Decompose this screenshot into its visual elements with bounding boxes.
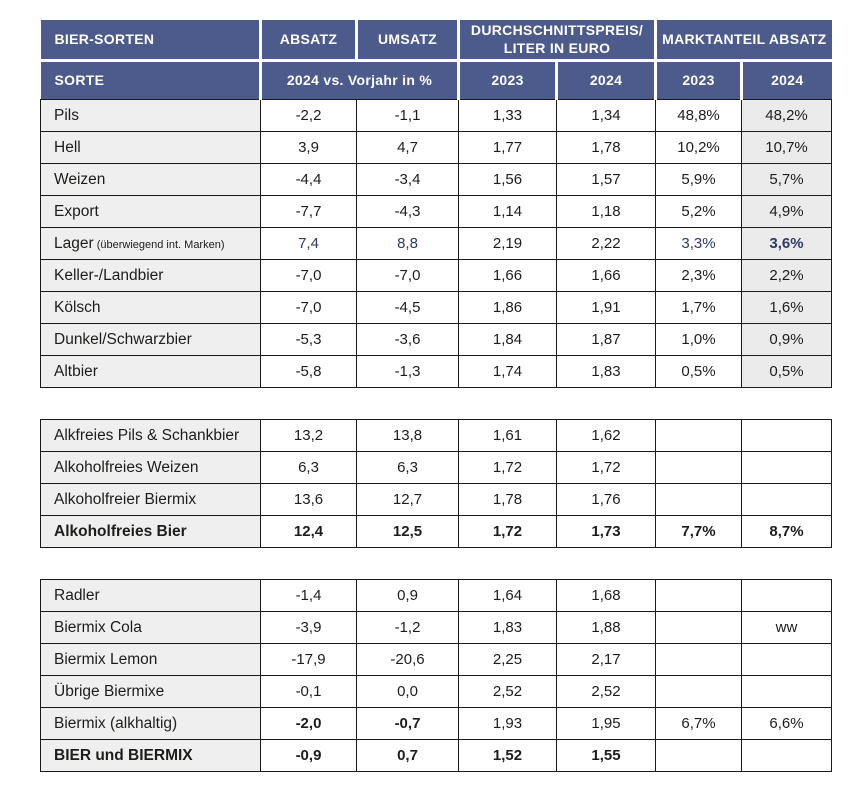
cell-price-2024: 1,76 [557,484,656,516]
cell-price-2023: 1,52 [459,740,557,772]
cell-share-2024: 8,7% [742,516,832,548]
row-label: Alkfreies Pils & Schankbier [41,420,261,452]
cell-umsatz: -1,3 [357,356,459,388]
cell-share-2024: 2,2% [742,260,832,292]
header-sorte: SORTE [41,61,261,100]
cell-price-2023: 1,64 [459,580,557,612]
cell-price-2023: 1,74 [459,356,557,388]
cell-price-2023: 2,52 [459,676,557,708]
cell-share-2023 [656,452,742,484]
cell-absatz: -4,4 [261,164,357,196]
row-label: Alkoholfreier Biermix [41,484,261,516]
cell-umsatz: -20,6 [357,644,459,676]
cell-umsatz: 12,7 [357,484,459,516]
cell-price-2023: 1,78 [459,484,557,516]
cell-share-2023: 10,2% [656,132,742,164]
cell-share-2023: 6,7% [656,708,742,740]
cell-absatz: 13,6 [261,484,357,516]
row-label: Alkoholfreies Weizen [41,452,261,484]
cell-price-2024: 1,78 [557,132,656,164]
row-label: Pils [41,100,261,132]
table-row [41,516,832,548]
row-label: Kölsch [41,292,261,324]
cell-share-2024: 4,9% [742,196,832,228]
cell-price-2023: 1,83 [459,612,557,644]
cell-price-2023: 1,14 [459,196,557,228]
cell-price-2023: 1,72 [459,516,557,548]
header-vs-vorjahr: 2024 vs. Vorjahr in % [261,61,459,100]
cell-price-2024: 1,83 [557,356,656,388]
cell-price-2023: 1,93 [459,708,557,740]
cell-absatz: -0,1 [261,676,357,708]
row-label: Dunkel/Schwarzbier [41,324,261,356]
cell-share-2024: ww [742,612,832,644]
row-label: Biermix Lemon [41,644,261,676]
cell-share-2024: 0,9% [742,324,832,356]
cell-umsatz: -1,1 [357,100,459,132]
cell-price-2023: 2,19 [459,228,557,260]
cell-share-2024 [742,484,832,516]
row-label: BIER und BIERMIX [41,740,261,772]
cell-price-2024: 1,87 [557,324,656,356]
cell-umsatz: 13,8 [357,420,459,452]
cell-price-2024: 1,91 [557,292,656,324]
header-umsatz: UMSATZ [357,20,459,61]
cell-absatz: -17,9 [261,644,357,676]
cell-umsatz: -3,6 [357,324,459,356]
cell-umsatz: -4,5 [357,292,459,324]
header-anteil-2024: 2024 [742,61,832,100]
cell-share-2023 [656,612,742,644]
cell-price-2024: 1,72 [557,452,656,484]
cell-umsatz: 0,0 [357,676,459,708]
biermix-table [40,579,832,772]
alcohol-free-table [40,419,832,548]
cell-share-2024 [742,676,832,708]
beer-types-main-table [40,20,832,388]
cell-absatz: -2,2 [261,100,357,132]
header-anteil-2023: 2023 [656,61,742,100]
cell-share-2024 [742,644,832,676]
cell-price-2024: 1,88 [557,612,656,644]
row-label: Radler [41,580,261,612]
cell-share-2024: 6,6% [742,708,832,740]
cell-absatz: -7,0 [261,260,357,292]
cell-absatz: -0,9 [261,740,357,772]
cell-price-2023: 1,77 [459,132,557,164]
cell-price-2023: 1,72 [459,452,557,484]
header-row-2 [41,61,832,100]
cell-umsatz: 6,3 [357,452,459,484]
cell-share-2024: 5,7% [742,164,832,196]
table-row [41,708,832,740]
cell-share-2023 [656,676,742,708]
cell-umsatz: -4,3 [357,196,459,228]
cell-umsatz: 4,7 [357,132,459,164]
header-bier-sorten: BIER-SORTEN [41,20,261,61]
cell-share-2023: 5,2% [656,196,742,228]
cell-price-2023: 1,33 [459,100,557,132]
cell-price-2024: 1,73 [557,516,656,548]
table-row [41,676,832,708]
cell-share-2024: 10,7% [742,132,832,164]
cell-share-2024 [742,420,832,452]
cell-share-2024: 3,6% [742,228,832,260]
cell-umsatz: 12,5 [357,516,459,548]
header-absatz: ABSATZ [261,20,357,61]
cell-price-2024: 2,17 [557,644,656,676]
cell-absatz: -3,9 [261,612,357,644]
table-row [41,292,832,324]
cell-price-2024: 1,34 [557,100,656,132]
table-row [41,612,832,644]
cell-umsatz: 0,7 [357,740,459,772]
table-row [41,228,832,260]
row-label: Biermix (alkhaltig) [41,708,261,740]
row-label: Lager (überwiegend int. Marken) [41,228,261,260]
cell-price-2023: 1,86 [459,292,557,324]
cell-umsatz: -1,2 [357,612,459,644]
cell-share-2023: 5,9% [656,164,742,196]
header-marktanteil-absatz: MARKTANTEIL ABSATZ [656,20,832,61]
cell-share-2024: 48,2% [742,100,832,132]
table-row [41,196,832,228]
row-label: Weizen [41,164,261,196]
header-row-1 [41,20,832,61]
table-row [41,260,832,292]
table-row [41,132,832,164]
cell-share-2023 [656,580,742,612]
cell-price-2024: 1,57 [557,164,656,196]
cell-share-2023: 3,3% [656,228,742,260]
header-durchschnittspreis: DURCHSCHNITTSPREIS/ LITER IN EURO [459,20,656,61]
cell-umsatz: 0,9 [357,580,459,612]
cell-share-2024: 1,6% [742,292,832,324]
header-preis-2024: 2024 [557,61,656,100]
table-row [41,164,832,196]
cell-absatz: 7,4 [261,228,357,260]
table-row [41,740,832,772]
cell-share-2023 [656,740,742,772]
section-beer-types [41,100,832,388]
table-row [41,100,832,132]
cell-absatz: -5,3 [261,324,357,356]
cell-share-2023: 0,5% [656,356,742,388]
cell-price-2023: 2,25 [459,644,557,676]
table-row [41,420,832,452]
cell-share-2023: 7,7% [656,516,742,548]
cell-price-2023: 1,66 [459,260,557,292]
cell-absatz: -5,8 [261,356,357,388]
cell-umsatz: -3,4 [357,164,459,196]
cell-umsatz: 8,8 [357,228,459,260]
cell-price-2024: 1,18 [557,196,656,228]
cell-share-2024: 0,5% [742,356,832,388]
header-preis-2023: 2023 [459,61,557,100]
section-biermix [41,580,832,772]
table-row [41,356,832,388]
table-row [41,484,832,516]
cell-price-2024: 1,55 [557,740,656,772]
cell-share-2023 [656,484,742,516]
cell-price-2023: 1,56 [459,164,557,196]
cell-absatz: 13,2 [261,420,357,452]
table-row [41,580,832,612]
cell-absatz: -1,4 [261,580,357,612]
row-label: Übrige Biermixe [41,676,261,708]
cell-price-2024: 1,66 [557,260,656,292]
cell-price-2024: 1,62 [557,420,656,452]
cell-absatz: -2,0 [261,708,357,740]
row-label: Export [41,196,261,228]
table-row [41,644,832,676]
cell-share-2023: 1,7% [656,292,742,324]
cell-share-2023: 48,8% [656,100,742,132]
section-alcohol-free [41,420,832,548]
cell-price-2024: 2,52 [557,676,656,708]
cell-price-2023: 1,84 [459,324,557,356]
cell-price-2024: 1,68 [557,580,656,612]
row-label: Altbier [41,356,261,388]
cell-absatz: 6,3 [261,452,357,484]
row-label: Keller-/Landbier [41,260,261,292]
table-row [41,324,832,356]
cell-share-2023: 1,0% [656,324,742,356]
cell-umsatz: -0,7 [357,708,459,740]
cell-price-2023: 1,61 [459,420,557,452]
cell-share-2024 [742,740,832,772]
cell-absatz: 3,9 [261,132,357,164]
cell-price-2024: 2,22 [557,228,656,260]
table-row [41,452,832,484]
cell-umsatz: -7,0 [357,260,459,292]
cell-absatz: 12,4 [261,516,357,548]
cell-absatz: -7,0 [261,292,357,324]
row-label: Biermix Cola [41,612,261,644]
cell-share-2023: 2,3% [656,260,742,292]
row-label: Alkoholfreies Bier [41,516,261,548]
cell-share-2024 [742,580,832,612]
cell-price-2024: 1,95 [557,708,656,740]
cell-share-2023 [656,644,742,676]
cell-absatz: -7,7 [261,196,357,228]
cell-share-2023 [656,420,742,452]
row-label-note: (überwiegend int. Marken) [93,238,225,251]
cell-share-2024 [742,452,832,484]
table-header [41,20,832,100]
row-label: Hell [41,132,261,164]
